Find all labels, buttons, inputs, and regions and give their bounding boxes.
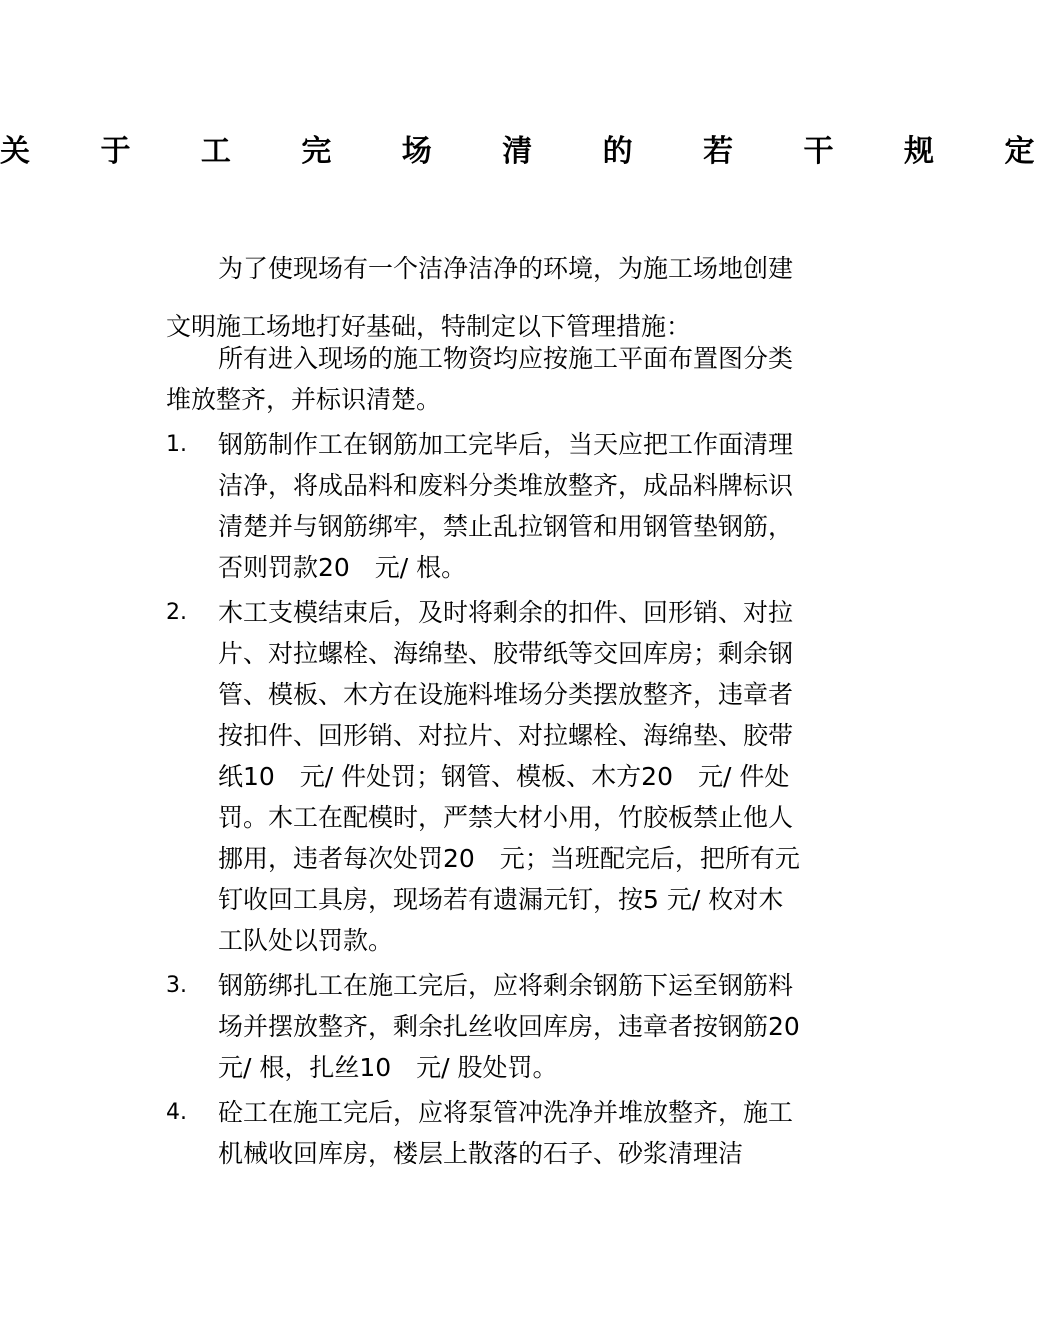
document-title: 关 于 工 完 场 清 的 若 干 规 定 [0,134,1064,169]
list-item-number: 2. [166,600,187,625]
list-item-text: 钢筋制作工在钢筋加工完毕后，当天应把工作面清理洁净，将成品料和废料分类堆放整齐，成品料牌标识清楚并与钢筋绑牢，禁止乱拉钢管和用钢管垫钢筋，否则罚款20 元/ 根。 [218,430,794,582]
list-item-text: 钢筋绑扎工在施工完后，应将剩余钢筋下运至钢筋料场并摆放整齐，剩余扎丝收回库房，违章者按钢筋20 元/ 根，扎丝10 元/ 股处罚。 [218,971,825,1082]
regulation-list [166,424,825,1178]
list-item-number: 3. [166,973,187,998]
list-item-text: 木工支模结束后，及时将剩余的扣件、回形销、对拉片、对拉螺栓、海绵垫、胶带纸等交回库房；剩余钢管、模板、木方在设施料堆场分类摆放整齐，违章者按扣件、回形销、对拉片、对拉螺栓、海绵垫、胶带纸10 元/ 件处罚；钢管、模板、木方20 元/ 件处罚。木工在配模时，严禁大材小用，竹胶板禁止他人挪用，违者每次处罚20 元；当班配完后，把所有元钉收回工具房，现场若有遗漏元钉，按5 元/ 枚对木工队处以罚款。 [218,598,800,955]
list-item [166,965,825,1088]
intro-paragraph: 为了使现场有一个洁净洁净的环境，为施工场地创建文明施工场地打好基础，特制定以下管理措施： [166,254,794,341]
list-item-text: 砼工在施工完后，应将泵管冲洗净并堆放整齐，施工机械收回库房，楼层上散落的石子、砂浆清理洁 [218,1098,794,1168]
list-item-number: 4. [166,1100,187,1125]
list-item-number: 1. [166,432,187,457]
general-paragraph: 所有进入现场的施工物资均应按施工平面布置图分类堆放整齐，并标识清楚。 [166,344,794,414]
list-item [166,1092,806,1174]
list-item [166,424,806,588]
list-item [166,592,806,961]
